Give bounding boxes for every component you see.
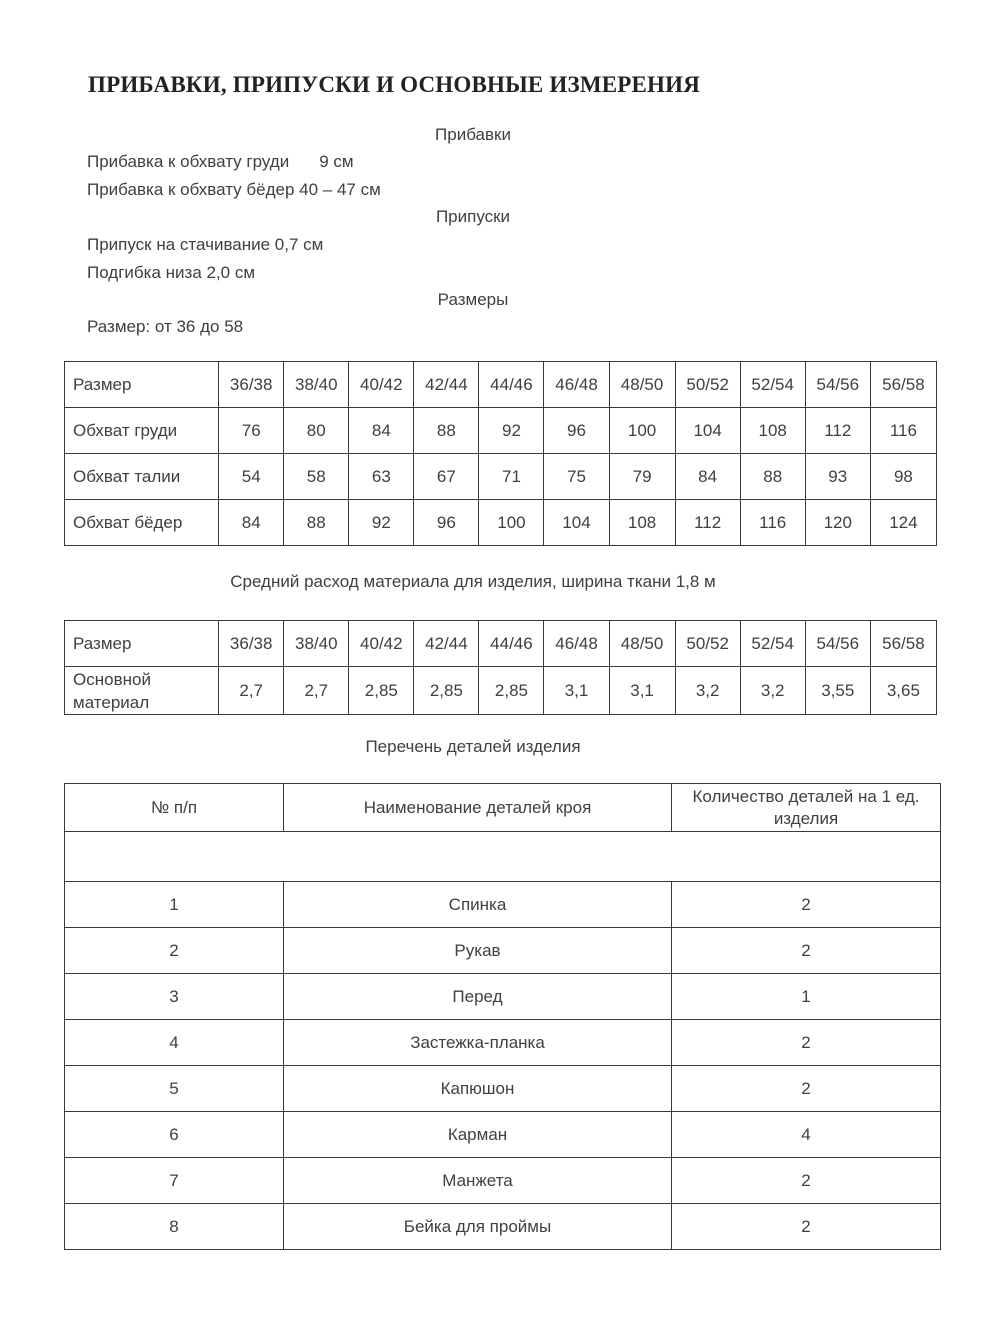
table-cell: 96 (544, 408, 609, 454)
size-column: 52/54 (740, 362, 805, 408)
table-row (65, 1066, 941, 1112)
sizes-heading: Размеры (437, 290, 509, 309)
chest-allowance-value: 9 см (319, 152, 354, 171)
allowances-heading: Прибавки (435, 125, 511, 144)
size-column: 50/52 (675, 362, 740, 408)
col-qty-line1: Количество деталей на 1 ед. (692, 786, 920, 806)
col-name-header: Наименование деталей кроя (284, 784, 672, 832)
seam-allowance-line: Припуск на стачивание 0,7 см (87, 235, 324, 254)
part-name: Рукав (284, 928, 672, 974)
part-qty: 2 (672, 1066, 941, 1112)
table-cell: 93 (805, 454, 870, 500)
parts-table (64, 783, 941, 1250)
part-name: Карман (284, 1112, 672, 1158)
size-column: 36/38 (219, 621, 284, 667)
table-cell: 3,1 (544, 667, 609, 715)
table-cell: 63 (349, 454, 414, 500)
part-number: 1 (65, 882, 284, 928)
col-number-header: № п/п (65, 784, 284, 832)
table-cell: 2,7 (219, 667, 284, 715)
sizes-table (64, 361, 937, 546)
table-row (65, 1112, 941, 1158)
hem-allowance-line: Подгибка низа 2,0 см (87, 263, 256, 282)
table-cell: 96 (414, 500, 479, 546)
part-qty: 1 (672, 974, 941, 1020)
size-column: 52/54 (740, 621, 805, 667)
size-column: 42/44 (414, 621, 479, 667)
table-cell: 108 (740, 408, 805, 454)
part-qty: 2 (672, 928, 941, 974)
part-number: 8 (65, 1204, 284, 1250)
size-column: 48/50 (609, 362, 675, 408)
chest-allowance-label: Прибавка к обхвату груди (87, 152, 290, 171)
table-cell: 104 (675, 408, 740, 454)
table-cell: 75 (544, 454, 609, 500)
table-row (65, 667, 937, 715)
part-name: Манжета (284, 1158, 672, 1204)
part-number: 2 (65, 928, 284, 974)
size-column: 48/50 (609, 621, 675, 667)
row-label-line2: материал (73, 692, 150, 712)
part-name: Бейка для проймы (284, 1204, 672, 1250)
table-cell: 3,65 (870, 667, 936, 715)
table-cell: 112 (675, 500, 740, 546)
table-cell: 76 (219, 408, 284, 454)
table-cell: 124 (870, 500, 936, 546)
table-cell: 92 (479, 408, 544, 454)
table-cell: 104 (544, 500, 609, 546)
table-cell: 88 (414, 408, 479, 454)
size-range-line: Размер: от 36 до 58 (87, 317, 244, 336)
table-cell: 80 (284, 408, 349, 454)
row-label: Обхват груди (65, 408, 219, 454)
size-column: 36/38 (219, 362, 284, 408)
table-cell: 84 (349, 408, 414, 454)
table-row (65, 928, 941, 974)
part-number: 5 (65, 1066, 284, 1112)
table-cell: 58 (284, 454, 349, 500)
size-column: 42/44 (414, 362, 479, 408)
table-cell: 3,2 (675, 667, 740, 715)
table-row (65, 408, 937, 454)
table-cell: 2,7 (284, 667, 349, 715)
table-cell: 84 (219, 500, 284, 546)
table-cell: 2,85 (349, 667, 414, 715)
part-qty: 2 (672, 1204, 941, 1250)
table-row (65, 1158, 941, 1204)
size-column: 40/42 (349, 621, 414, 667)
empty-row (65, 832, 941, 882)
seams-heading: Припуски (435, 207, 511, 226)
table-row (65, 882, 941, 928)
size-column: 38/40 (284, 621, 349, 667)
size-column: 54/56 (805, 621, 870, 667)
size-column: 46/48 (544, 362, 609, 408)
table-header-row (65, 362, 937, 408)
table-cell: 120 (805, 500, 870, 546)
table-cell: 2,85 (479, 667, 544, 715)
table-cell: 2,85 (414, 667, 479, 715)
part-name: Застежка-планка (284, 1020, 672, 1066)
parts-heading: Перечень деталей изделия (365, 737, 581, 756)
part-qty: 2 (672, 1020, 941, 1066)
table-cell: 100 (609, 408, 675, 454)
header-label: Размер (65, 621, 219, 667)
table-cell: 54 (219, 454, 284, 500)
size-column: 44/46 (479, 621, 544, 667)
table-cell: 3,1 (609, 667, 675, 715)
row-label: Обхват талии (65, 454, 219, 500)
material-heading: Средний расход материала для изделия, ширина ткани 1,8 м (230, 572, 716, 591)
table-cell: 71 (479, 454, 544, 500)
hips-allowance-line: Прибавка к обхвату бёдер 40 – 47 см (87, 180, 381, 199)
table-cell: 88 (740, 454, 805, 500)
table-cell: 84 (675, 454, 740, 500)
empty-cell (65, 832, 941, 882)
part-qty: 2 (672, 882, 941, 928)
part-number: 3 (65, 974, 284, 1020)
table-cell: 3,55 (805, 667, 870, 715)
table-cell: 67 (414, 454, 479, 500)
size-column: 38/40 (284, 362, 349, 408)
size-column: 50/52 (675, 621, 740, 667)
part-number: 4 (65, 1020, 284, 1066)
size-column: 44/46 (479, 362, 544, 408)
part-number: 7 (65, 1158, 284, 1204)
table-cell: 79 (609, 454, 675, 500)
part-qty: 2 (672, 1158, 941, 1204)
part-number: 6 (65, 1112, 284, 1158)
table-header-row (65, 621, 937, 667)
part-qty: 4 (672, 1112, 941, 1158)
row-label: Обхват бёдер (65, 500, 219, 546)
table-row (65, 1020, 941, 1066)
table-cell: 112 (805, 408, 870, 454)
table-row (65, 974, 941, 1020)
col-qty-header (672, 784, 941, 832)
size-column: 56/58 (870, 621, 936, 667)
col-qty-line2: изделия (773, 808, 839, 828)
part-name: Капюшон (284, 1066, 672, 1112)
material-table (64, 620, 937, 715)
table-cell: 116 (740, 500, 805, 546)
table-row (65, 1204, 941, 1250)
part-name: Спинка (284, 882, 672, 928)
table-row (65, 500, 937, 546)
table-cell: 88 (284, 500, 349, 546)
table-cell: 108 (609, 500, 675, 546)
row-label-line1: Основной (73, 669, 151, 689)
size-column: 54/56 (805, 362, 870, 408)
row-label (65, 667, 219, 715)
size-column: 46/48 (544, 621, 609, 667)
chest-allowance-line (87, 152, 354, 172)
size-column: 40/42 (349, 362, 414, 408)
header-label: Размер (65, 362, 219, 408)
table-cell: 116 (870, 408, 936, 454)
table-cell: 98 (870, 454, 936, 500)
page-title: ПРИБАВКИ, ПРИПУСКИ И ОСНОВНЫЕ ИЗМЕРЕНИЯ (88, 72, 701, 97)
table-row (65, 454, 937, 500)
size-column: 56/58 (870, 362, 936, 408)
table-cell: 100 (479, 500, 544, 546)
part-name: Перед (284, 974, 672, 1020)
table-header-row (65, 784, 941, 832)
table-cell: 3,2 (740, 667, 805, 715)
table-cell: 92 (349, 500, 414, 546)
